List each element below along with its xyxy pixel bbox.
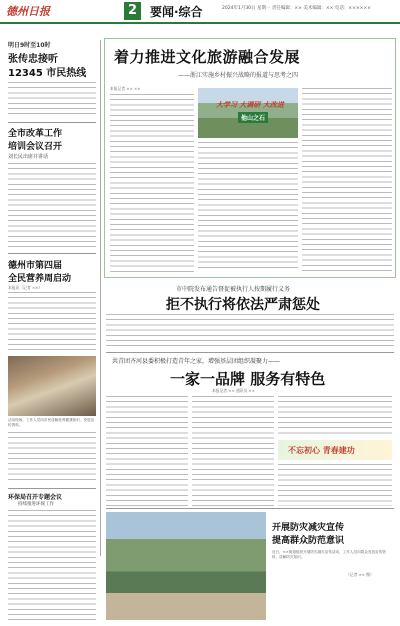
story2-title-line1: 全市改革工作 (8, 129, 63, 139)
story2-subtitle: 刘长民出席并讲话 (8, 154, 49, 160)
feature-title: 着力推进文化旅游融合发展 (114, 48, 301, 66)
story2-text-lines (8, 163, 96, 249)
divider (106, 508, 394, 509)
story1-title-line1: 张传忠接听 (8, 54, 58, 65)
lower-col3-lines (278, 396, 392, 436)
feature-banner-text2: 他山之石 (238, 112, 268, 123)
story4-text-lines (8, 510, 96, 620)
feature-col2-lines (198, 142, 298, 272)
story3-title-line2: 全民营养周启动 (8, 274, 72, 284)
story4-subtitle: 持续推进环保工作 (18, 502, 54, 507)
mid-text-lines (106, 314, 394, 350)
photo-caption: 活动现场，工作人员向市民讲解营养健康知识，发放宣传资料。 (8, 418, 95, 427)
lower-title: 一家一品牌 服务有特色 (170, 370, 326, 388)
section-number: 2 (124, 2, 141, 20)
column-divider (100, 40, 101, 556)
bottom-photo-credit: （记者 ×× 摄） (346, 572, 374, 577)
newspaper-logo: 德州日报 (6, 5, 50, 18)
divider (8, 488, 96, 489)
promo-text: 不忘初心 青春建功 (288, 446, 355, 455)
story2-title-line2: 培训会议召开 (8, 142, 63, 152)
divider (8, 122, 96, 123)
lower-byline: 本报记者 ×× 通讯员 ×× (212, 388, 255, 393)
feature-col3-lines (302, 88, 392, 272)
story3-title-line1: 德州市第四届 (8, 261, 63, 271)
feature-col1-lines (110, 94, 194, 272)
lower-subtitle: 共青团齐河县委积极打造青年之家，增强基层团组织凝聚力—— (112, 358, 281, 365)
divider (8, 253, 96, 254)
story1-title-line2: 12345 市民热线 (8, 68, 87, 79)
story3-text-lines (8, 292, 96, 352)
header-meta: 2024年1月30日 星期一 责任编辑：×× 美术编辑：×× 电话：×××××× (222, 6, 371, 11)
bottom-title-line1: 开展防灾减灾宣传 (272, 523, 345, 533)
feature-subtitle: ——浙江实施乡村振兴战略的报道与思考之四 (178, 72, 299, 79)
feature-byline: 本报记者 ×× ×× (110, 86, 141, 91)
story3-byline: 本报讯（记者 ××） (8, 285, 43, 290)
story1-kicker: 明日9时至10时 (8, 42, 51, 49)
nutrition-week-photo (8, 356, 96, 416)
bottom-caption: 近日，××街道组织开展防灾减灾宣传活动，工作人员向群众发放宣传资料，讲解防灾知识。 (272, 550, 386, 559)
section-name: 要闻·综合 (150, 5, 203, 19)
divider (106, 352, 394, 353)
mid-title: 拒不执行将依法严肃惩处 (166, 297, 320, 313)
lower-col2-lines (192, 396, 274, 506)
bottom-title-line2: 提高群众防范意识 (272, 536, 345, 546)
lower-col3-lines-2 (278, 464, 392, 506)
feature-banner-text1: 大学习 大调研 大改进 (216, 101, 284, 109)
disaster-prevention-photo (106, 512, 266, 620)
mid-subtitle: 市中院发布通告督促被执行人按期履行义务 (176, 286, 291, 293)
story4-title: 环保局召开专题会议 (8, 494, 63, 501)
story3-text-lines-2 (8, 432, 96, 484)
story1-text-lines (8, 82, 96, 118)
lower-col1-lines (106, 396, 188, 506)
